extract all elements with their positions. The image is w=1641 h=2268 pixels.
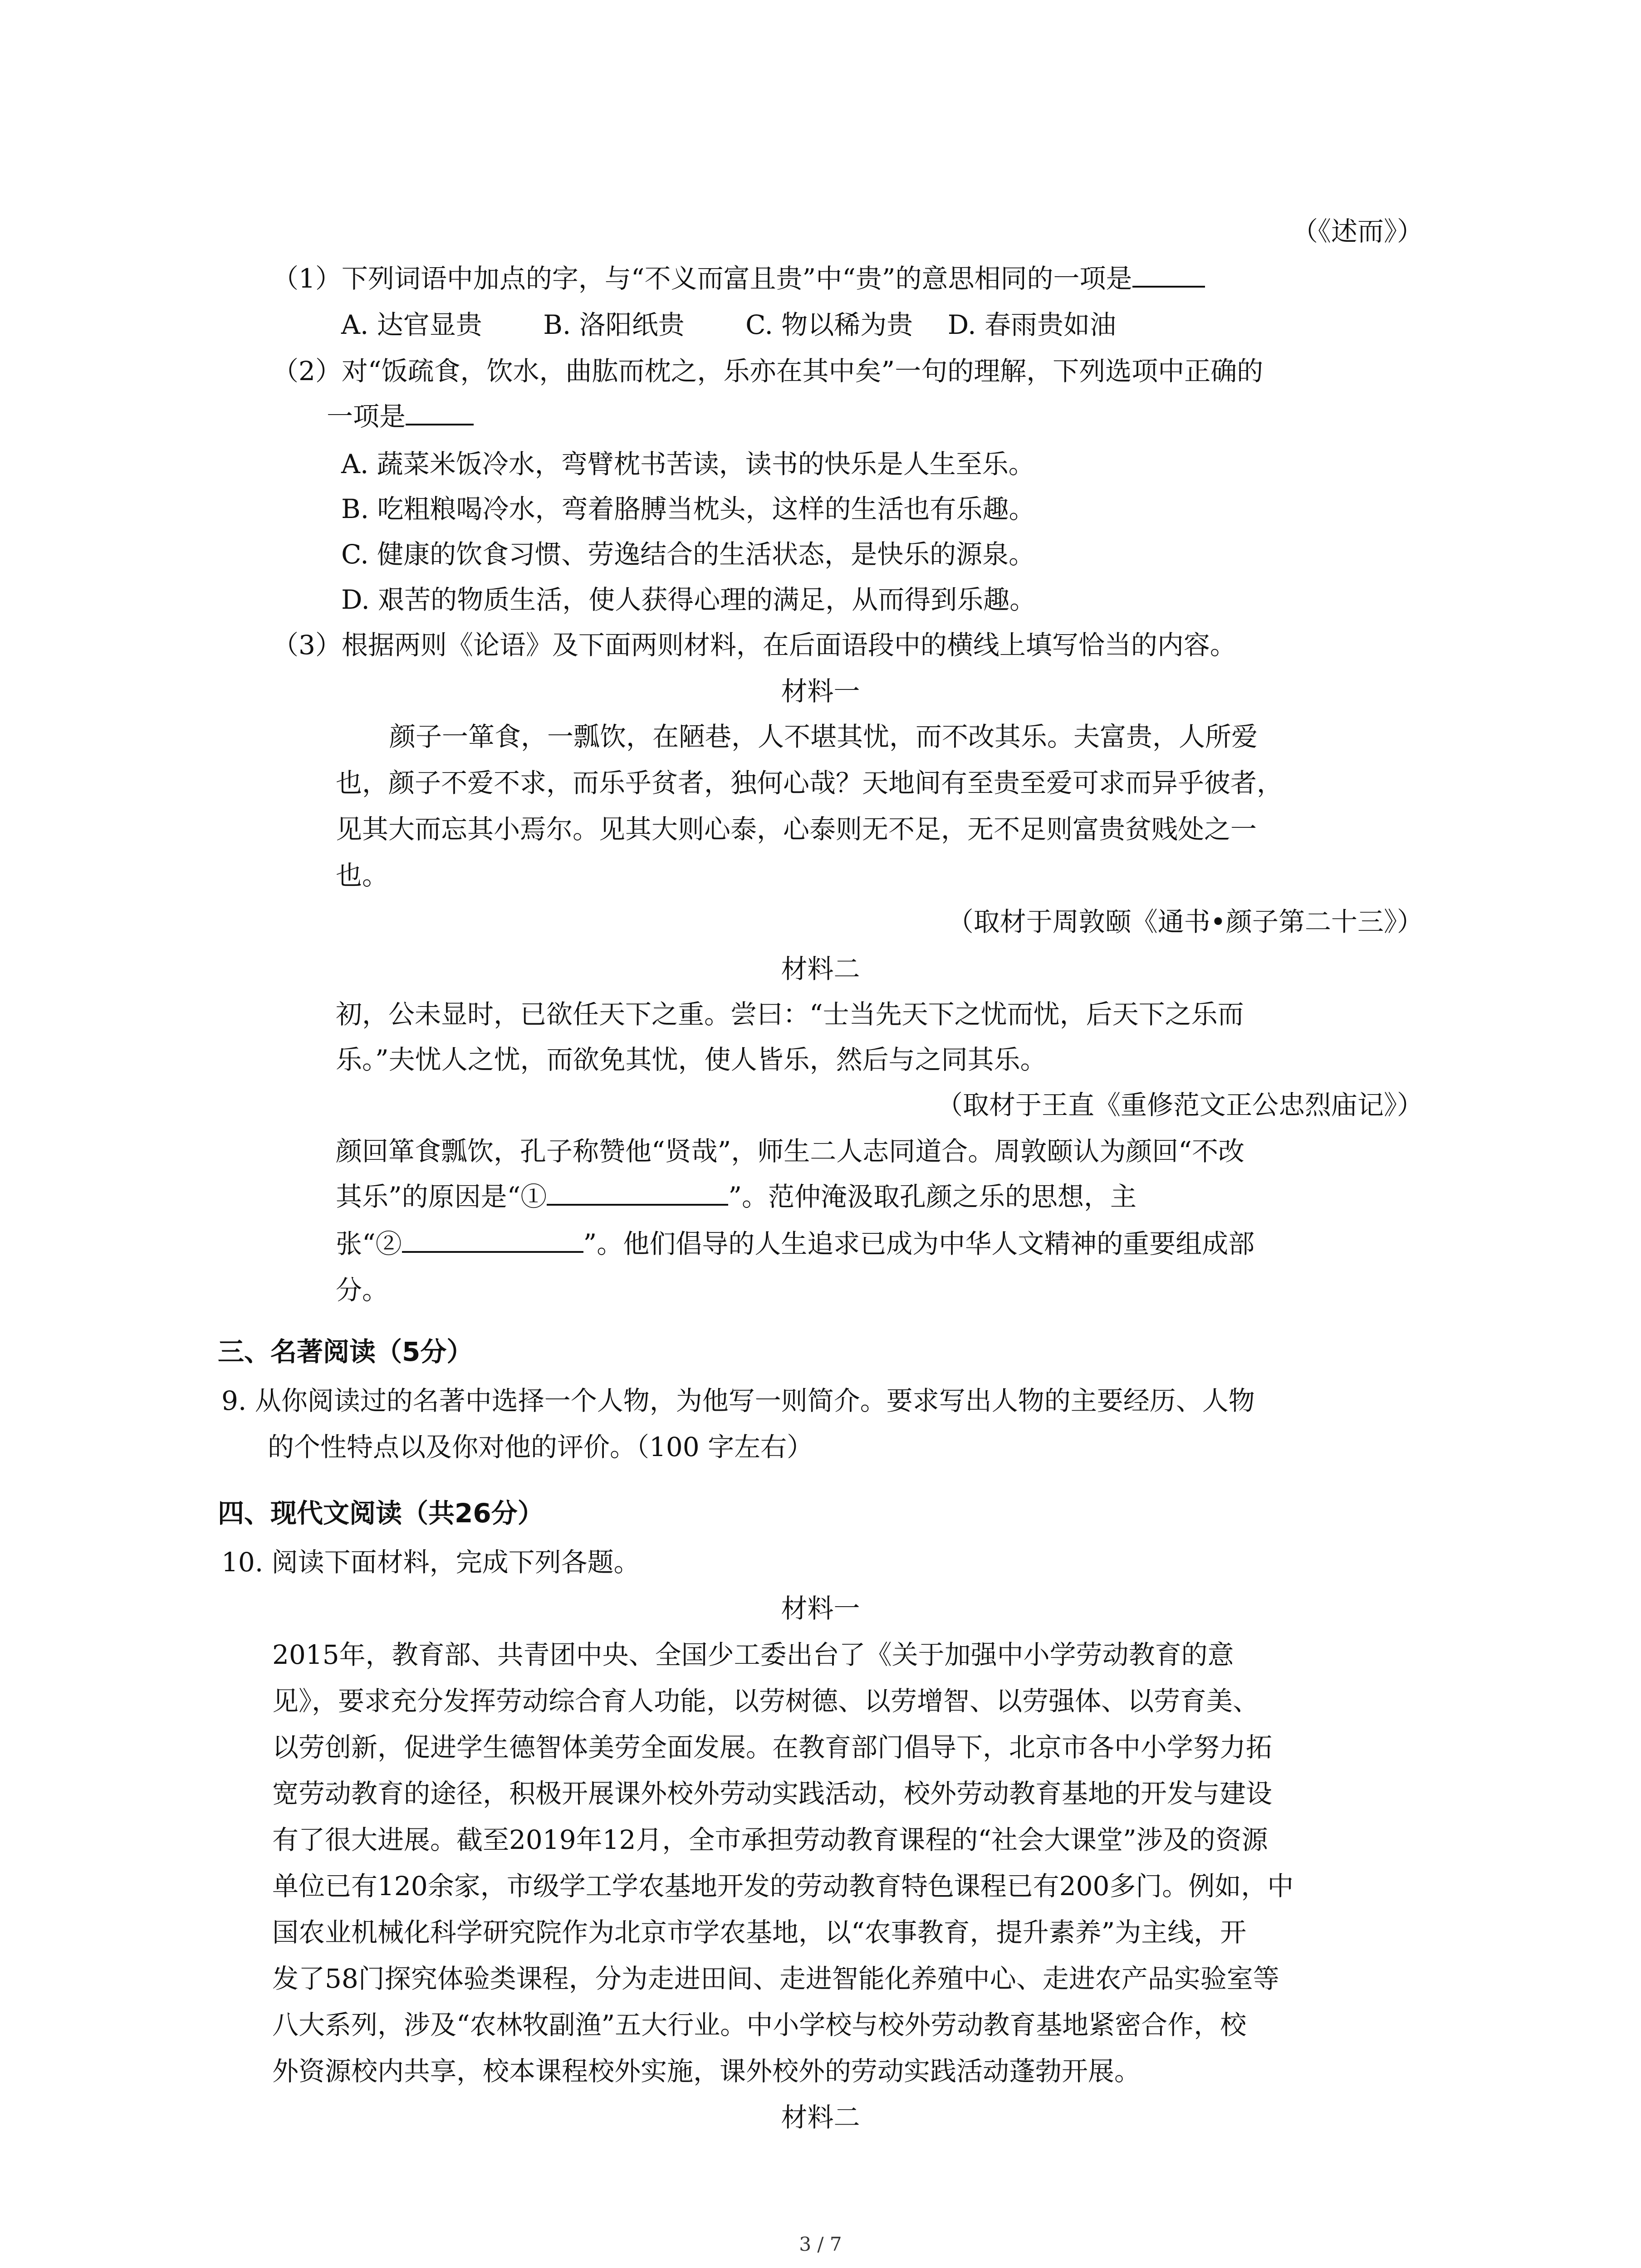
fill-in-paragraph-line (336, 1222, 1254, 1266)
answer-blank (1132, 259, 1205, 288)
question-3-stem: （3）根据两则《论语》及下面两则材料，在后面语段中的横线上填写恰当的内容。 (272, 630, 1236, 660)
material-1-line: 宽劳动教育的途径，积极开展课外校外劳动实践活动，校外劳动教育基地的开发与建设 (272, 1778, 1273, 1809)
material-1-line: 以劳创新，促进学生德智体美劳全面发展。在教育部门倡导下，北京市各中小学努力拓 (272, 1732, 1273, 1763)
material-1-title: 材料一 (781, 676, 860, 707)
material-1-line: 也，颜子不爱不求，而乐乎贫者，独何心哉？天地间有至贵至爱可求而异乎彼者， (336, 767, 1283, 798)
paragraph-text: ”。他们倡导的人生追求已成为中华人文精神的重要组成部 (583, 1228, 1255, 1259)
section-4-heading: 四、现代文阅读（共26分） (218, 1498, 544, 1529)
page-number: 3 / 7 (799, 2233, 842, 2255)
answer-blank-2 (402, 1224, 583, 1253)
material-1-line: 外资源校内共享，校本课程校外实施，课外校外的劳动实践活动蓬勃开展。 (272, 2056, 1141, 2087)
section-3-heading: 三、名著阅读（5分） (218, 1336, 473, 1367)
fill-in-paragraph-line: 颜回箪食瓢饮，孔子称赞他“贤哉”，师生二人志同道合。周敦颐认为颜回“不改 (336, 1136, 1244, 1167)
material-1-line: 2015年，教育部、共青团中央、全国少工委出台了《关于加强中小学劳动教育的意 (272, 1639, 1234, 1670)
material-2-line: 初，公未显时，已欲任天下之重。尝曰：“士当先天下之忧而忧，后天下之乐而 (336, 999, 1244, 1030)
source-citation: （《述而》） (1291, 216, 1423, 247)
question-2-option-d: D. 艰苦的物质生活，使人获得心理的满足，从而得到乐趣。 (341, 584, 1036, 615)
material-2-title: 材料二 (781, 953, 860, 984)
question-2-stem: （2）对“饭疏食，饮水，曲肱而枕之，乐亦在其中矣”一句的理解，下列选项中正确的 (272, 356, 1264, 386)
material-1-line: 颜子一箪食，一瓢饮，在陋巷，人不堪其忧，而不改其乐。夫富贵，人所爱 (389, 721, 1258, 752)
question-1-stem: （1）下列词语中加点的字，与“不义而富且贵”中“贵”的意思相同的一项是 (272, 263, 1132, 294)
question-9-line: 9. 从你阅读过的名著中选择一个人物，为他写一则简介。要求写出人物的主要经历、人物 (221, 1385, 1255, 1416)
material-1-line: 有了很大进展。截至2019年12月，全市承担劳动教育课程的“社会大课堂”涉及的资源 (272, 1824, 1268, 1855)
question-2-stem-cont (327, 395, 474, 438)
material-1-line: 见》，要求充分发挥劳动综合育人功能，以劳树德、以劳增智、以劳强体、以劳育美、 (272, 1686, 1259, 1716)
material-1-line: 见其大而忘其小焉尔。见其大则心泰，心泰则无不足，无不足则富贵贫贱处之一 (336, 814, 1257, 845)
material-1-title: 材料一 (781, 1593, 860, 1624)
material-1-line: 八大系列，涉及“农林牧副渔”五大行业。中小学校与校外劳动教育基地紧密合作，校 (272, 2009, 1247, 2040)
paragraph-text: ”。范仲淹汲取孔颜之乐的思想，主 (728, 1181, 1136, 1212)
question-2-stem-text: 一项是 (327, 401, 406, 432)
paragraph-text: 其乐”的原因是“① (336, 1181, 547, 1212)
question-1-options: A. 达官显贵 B. 洛阳纸贵 C. 物以稀为贵 D. 春雨贵如油 (341, 309, 1117, 340)
question-9-line: 的个性特点以及你对他的评价。（100 字左右） (268, 1432, 813, 1462)
material-1-source: （取材于周敦颐《通书•颜子第二十三》） (947, 906, 1423, 937)
question-2-option-b: B. 吃粗粮喝冷水，弯着胳膊当枕头，这样的生活也有乐趣。 (341, 494, 1035, 524)
material-2-source: （取材于王直《重修范文正公忠烈庙记》） (936, 1090, 1423, 1120)
question-2-option-c: C. 健康的饮食习惯、劳逸结合的生活状态，是快乐的源泉。 (341, 539, 1035, 570)
question-1 (272, 257, 1205, 300)
material-1-line: 发了58门探究体验类课程，分为走进田间、走进智能化养殖中心、走进农产品实验室等 (272, 1963, 1279, 1994)
material-1-line: 国农业机械化科学研究院作为北京市学农基地，以“农事教育，提升素养”为主线，开 (272, 1917, 1247, 1948)
paragraph-text: 张“② (336, 1228, 402, 1259)
material-1-line: 单位已有120余家，市级学工学农基地开发的劳动教育特色课程已有200多门。例如，中 (272, 1871, 1294, 1901)
question-10: 10. 阅读下面材料，完成下列各题。 (221, 1547, 640, 1578)
material-2-line: 乐。”夫忧人之忧，而欲免其忧，使人皆乐，然后与之同其乐。 (336, 1044, 1047, 1075)
question-2-option-a: A. 蔬菜米饭冷水，弯臂枕书苦读，读书的快乐是人生至乐。 (341, 449, 1035, 479)
material-1-line: 也。 (336, 860, 389, 891)
material-2-title: 材料二 (781, 2102, 860, 2133)
answer-blank-1 (547, 1177, 728, 1206)
fill-in-paragraph-line: 分。 (336, 1275, 389, 1305)
fill-in-paragraph-line (336, 1175, 1136, 1218)
answer-blank (406, 396, 474, 425)
